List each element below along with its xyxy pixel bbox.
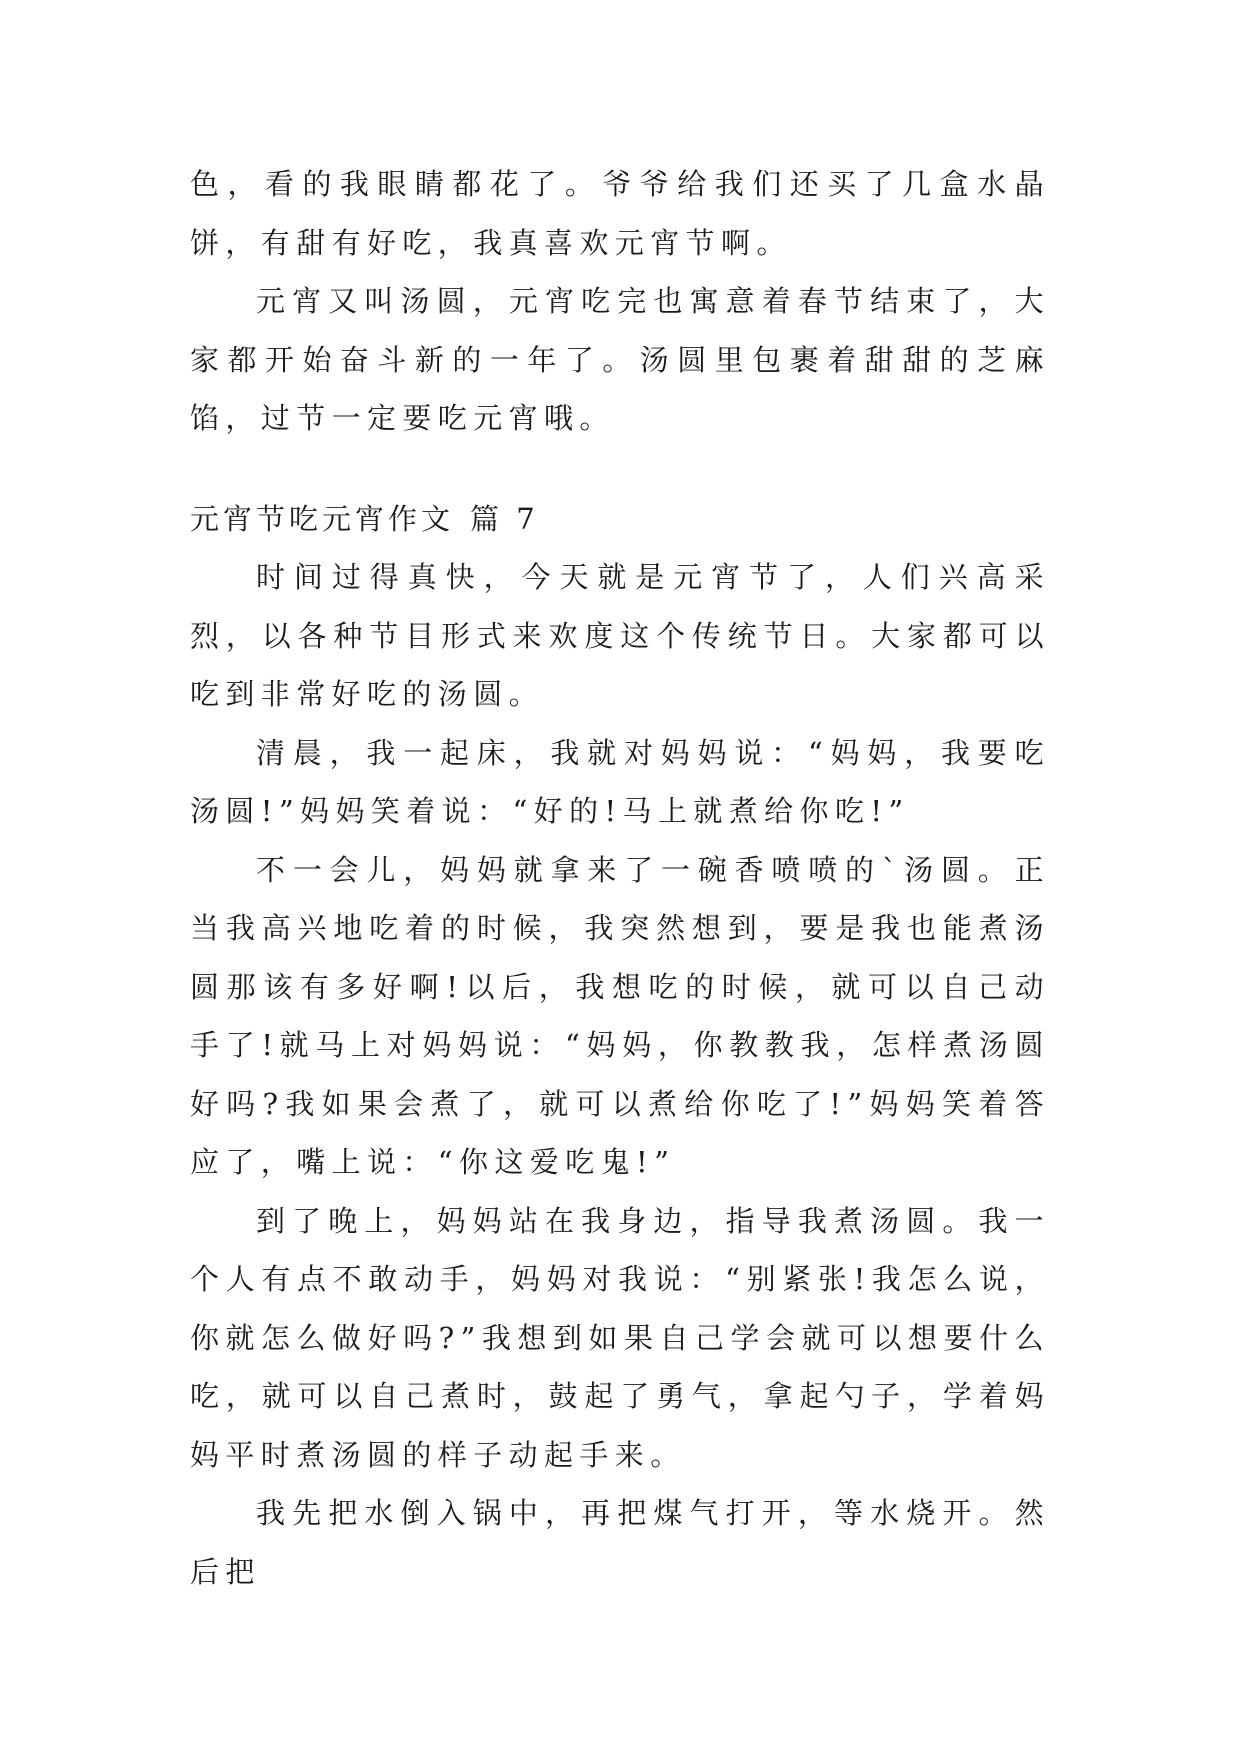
section-heading [190, 490, 1050, 549]
section-title: 元宵节吃元宵作文 [190, 501, 455, 536]
section-number: 篇 7 [470, 501, 539, 536]
paragraph-eating: 不一会儿，妈妈就拿来了一碗香喷喷的`汤圆。正当我高兴地吃着的时候，我突然想到，要是我也能煮汤圆那该有多好啊!以后，我想吃的时候，就可以自己动手了!就马上对妈妈说：“妈妈，你教教我，怎样煮汤圆好吗?我如果会煮了，就可以煮给你吃了!”妈妈笑着答应了，嘴上说：“你这爱吃鬼!” [190, 852, 1050, 1179]
paragraph-morning: 清晨，我一起床，我就对妈妈说：“妈妈，我要吃汤圆!”妈妈笑着说：“好的!马上就煮给你吃!” [190, 735, 1050, 828]
paragraph-evening: 到了晚上，妈妈站在我身边，指导我煮汤圆。我一个人有点不敢动手，妈妈对我说：“别紧张!我怎么说，你就怎么做好吗?”我想到如果自己学会就可以想要什么吃，就可以自己煮时，鼓起了勇气，拿起勺子，学着妈妈平时煮汤圆的样子动起手来。 [190, 1203, 1050, 1472]
paragraph-cooking: 我先把水倒入锅中，再把煤气打开，等水烧开。然后把 [190, 1496, 1050, 1589]
paragraph-continued: 色，看的我眼睛都花了。爷爷给我们还买了几盒水晶饼，有甜有好吃，我真喜欢元宵节啊。 [190, 167, 1050, 260]
document-page [190, 155, 1050, 1601]
paragraph-yuanxiao-meaning: 元宵又叫汤圆，元宵吃完也寓意着春节结束了，大家都开始奋斗新的一年了。汤圆里包裹着甜甜的芝麻馅，过节一定要吃元宵哦。 [190, 284, 1050, 435]
paragraph-intro: 时间过得真快，今天就是元宵节了，人们兴高采烈，以各种节目形式来欢度这个传统节日。大家都可以吃到非常好吃的汤圆。 [190, 560, 1050, 711]
